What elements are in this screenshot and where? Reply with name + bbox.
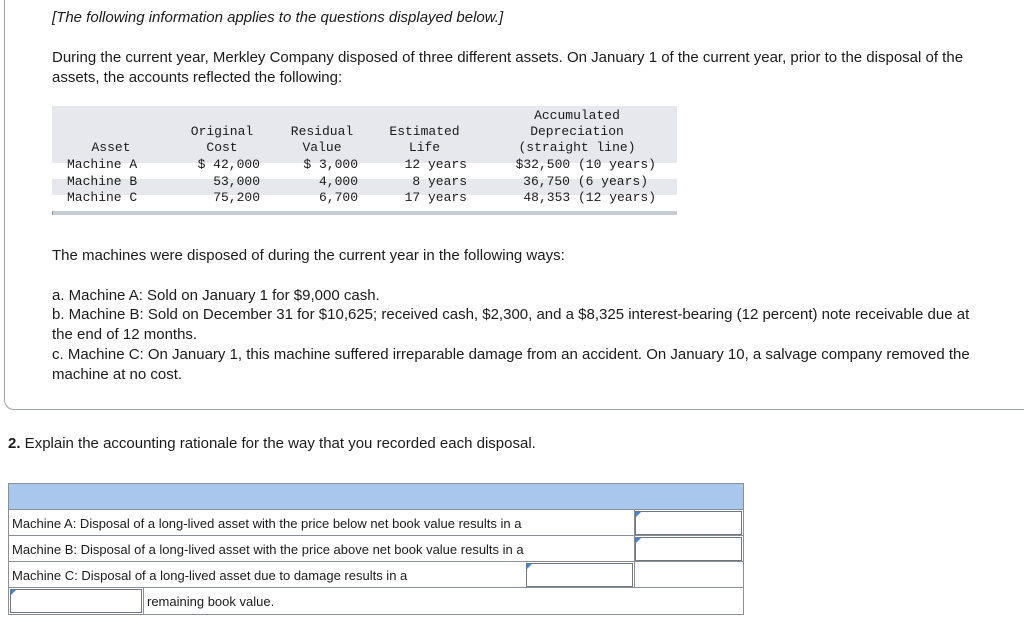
cell-cost: 75,200 bbox=[213, 190, 260, 205]
answer-table bbox=[8, 483, 744, 615]
disposal-item-c: c. Machine C: On January 1, this machine suffered irreparable damage from an accident. On January 10, a salvage company removed the machine at no cost. bbox=[52, 346, 970, 383]
header-value: Value bbox=[302, 140, 342, 155]
answer-row-b-text: Machine B: Disposal of a long-lived asset with the price above net book value results in a bbox=[12, 542, 524, 557]
header-life: Life bbox=[408, 140, 441, 155]
answer-row-a bbox=[9, 510, 743, 536]
cell-asset: Machine B bbox=[67, 174, 138, 189]
disposal-intro: The machines were disposed of during the current year in the following ways: bbox=[52, 247, 565, 264]
question-text: Explain the accounting rationale for the way that you recorded each disposal. bbox=[20, 435, 536, 452]
gain-loss-dropdown-c[interactable] bbox=[526, 563, 633, 587]
cell-asset: Machine A bbox=[67, 157, 138, 172]
answer-row-d-text: remaining book value. bbox=[147, 594, 275, 609]
header-straight-line: (straight line) bbox=[518, 140, 636, 155]
header-accumulated: Accumulated bbox=[534, 108, 620, 123]
disposal-item-b: b. Machine B: Sold on December 31 for $10,625; received cash, $2,300, and a $8,325 interest-bearing (12 percent) note receivable due at the end of 12 months. bbox=[52, 306, 970, 343]
gain-loss-dropdown-a[interactable] bbox=[635, 511, 742, 535]
header-depreciation: Depreciation bbox=[530, 124, 624, 139]
cell-asset: Machine C bbox=[67, 190, 138, 205]
header-residual: Residual bbox=[290, 124, 354, 139]
book-value-dropdown-d[interactable] bbox=[10, 589, 142, 613]
intro-note: [The following information applies to the questions displayed below.] bbox=[52, 9, 504, 26]
header-estimated: Estimated bbox=[389, 124, 460, 139]
cell-residual: 6,700 bbox=[318, 190, 358, 205]
cell-life: 17 years bbox=[404, 190, 467, 205]
answer-row-c-text: Machine C: Disposal of a long-lived asset due to damage results in a bbox=[12, 568, 408, 583]
cell-accumulated: $32,500 (10 years) bbox=[515, 157, 656, 172]
cell-cost: 53,000 bbox=[213, 174, 260, 189]
cell-residual: $ 3,000 bbox=[303, 157, 358, 172]
cell-accumulated: 36,750 (6 years) bbox=[523, 174, 648, 189]
asset-table bbox=[52, 106, 677, 216]
cell-accumulated: 48,353 (12 years) bbox=[523, 190, 656, 205]
cell-residual: 4,000 bbox=[318, 174, 358, 189]
header-cost: Cost bbox=[206, 140, 238, 155]
question-prompt bbox=[8, 435, 536, 452]
answer-table-header bbox=[9, 484, 743, 510]
header-original: Original bbox=[190, 124, 254, 139]
answer-row-b bbox=[9, 536, 743, 562]
cell-cost: $ 42,000 bbox=[197, 157, 260, 172]
problem-paragraph: During the current year, Merkley Company disposed of three different assets. On January 1 of the current year, prior to the disposal of the assets, the accounts reflected the following: bbox=[52, 49, 964, 86]
cell-life: 12 years bbox=[404, 157, 467, 172]
header-asset: Asset bbox=[91, 140, 131, 155]
gain-loss-dropdown-b[interactable] bbox=[635, 537, 742, 561]
column-divider bbox=[143, 588, 144, 614]
question-number: 2. bbox=[8, 435, 21, 452]
cell-life: 8 years bbox=[412, 174, 467, 189]
answer-row-a-text: Machine A: Disposal of a long-lived asset with the price below net book value results in a bbox=[12, 516, 522, 531]
table-bottom-rule bbox=[52, 211, 677, 215]
disposal-item-a: a. Machine A: Sold on January 1 for $9,000 cash. bbox=[52, 287, 380, 304]
